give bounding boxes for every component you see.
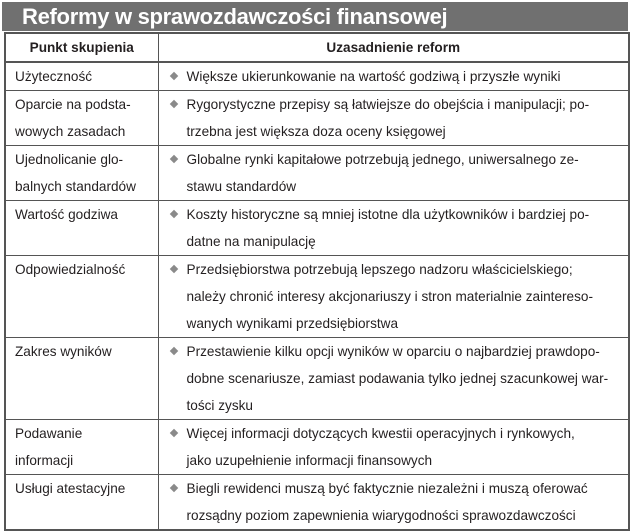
reason-text: rozsądny poziom zapewnienia wiarygodności sprawozdawczości [186,508,576,523]
focus-text: informacji [15,453,74,468]
reason-text: Przedsiębiorstwa potrzebują lepszego nadzoru właścicielskiego; [186,262,573,277]
diamond-bullet-icon [169,72,177,80]
reason-cell [158,201,629,256]
table-row [5,91,629,146]
focus-cell [5,256,158,338]
table-row [5,338,629,420]
table-row [5,146,629,201]
focus-text: Usługi atestacyjne [15,481,126,496]
header-focus: Punkt skupienia [5,33,158,62]
table-row [5,475,629,531]
focus-cell [5,62,158,91]
reason-cell [158,62,629,91]
bullet-item [171,256,625,337]
reason-cell [158,146,629,201]
bullet-item [171,420,625,474]
table-row [5,201,629,256]
reforms-table [4,32,630,531]
reason-text: Koszty historyczne są mniej istotne dla użytkowników i bardziej po- [186,207,590,222]
focus-cell [5,201,158,256]
title-bar [2,2,628,31]
reason-text: dobne scenariusze, zamiast podawania tylko jednej szacunkowej war- [186,371,609,386]
bullet-item [171,475,625,529]
reason-text: Przestawienie kilku opcji wyników w oparciu o najbardziej prawdopo- [186,344,600,359]
reason-text: należy chronić interesy akcjonariuszy i stron materialnie zaintereso- [186,289,593,304]
focus-text: Podawanie [15,426,83,441]
bullet-item [171,146,625,200]
focus-cell [5,338,158,420]
reason-text: trzebna jest większa doza oceny księgowej [186,124,446,139]
reason-text: datne na manipulację [186,234,316,249]
reason-text: Globalne rynki kapitałowe potrzebują jednego, uniwersalnego ze- [186,152,579,167]
reason-text: stawu standardów [186,179,297,194]
reason-text: jako uzupełnienie informacji finansowych [186,453,433,468]
header-reason: Uzasadnienie reform [158,33,629,62]
diamond-bullet-icon [169,429,177,437]
focus-text: Wartość godziwa [15,207,118,222]
reason-text: Biegli rewidenci muszą być faktycznie niezależni i muszą oferować [186,481,588,496]
focus-text: Ujednolicanie glo- [15,152,124,167]
reason-cell [158,420,629,475]
table-row [5,420,629,475]
table-row [5,62,629,91]
focus-cell [5,146,158,201]
reason-text: Większe ukierunkowanie na wartość godziwą i przyszłe wyniki [186,69,561,84]
table-header-row [5,33,629,62]
diamond-bullet-icon [169,100,177,108]
page-title: Reformy w sprawozdawczości finansowej [22,4,448,29]
focus-text: wowych zasadach [15,124,126,139]
bullet-item [171,338,625,419]
reason-cell [158,475,629,531]
bullet-item [171,63,625,90]
reason-text: Więcej informacji dotyczących kwestii operacyjnych i rynkowych, [186,426,575,441]
reason-text: Rygorystyczne przepisy są łatwiejsze do obejścia i manipulacji; po- [186,97,590,112]
diamond-bullet-icon [169,155,177,163]
focus-cell [5,91,158,146]
diamond-bullet-icon [169,484,177,492]
reason-cell [158,338,629,420]
bullet-item [171,91,625,145]
focus-cell [5,475,158,531]
diamond-bullet-icon [169,210,177,218]
diamond-bullet-icon [169,347,177,355]
table-row [5,256,629,338]
reason-text: tości zysku [186,398,253,413]
reason-cell [158,256,629,338]
reason-text: wanych wynikami przedsiębiorstwa [186,316,399,331]
reason-cell [158,91,629,146]
diamond-bullet-icon [169,265,177,273]
focus-text: Oparcie na podsta- [15,97,131,112]
focus-cell [5,420,158,475]
focus-text: balnych standardów [15,179,136,194]
bullet-item [171,201,625,255]
focus-text: Zakres wyników [15,344,112,359]
focus-text: Użyteczność [15,69,93,84]
focus-text: Odpowiedzialność [15,262,126,277]
